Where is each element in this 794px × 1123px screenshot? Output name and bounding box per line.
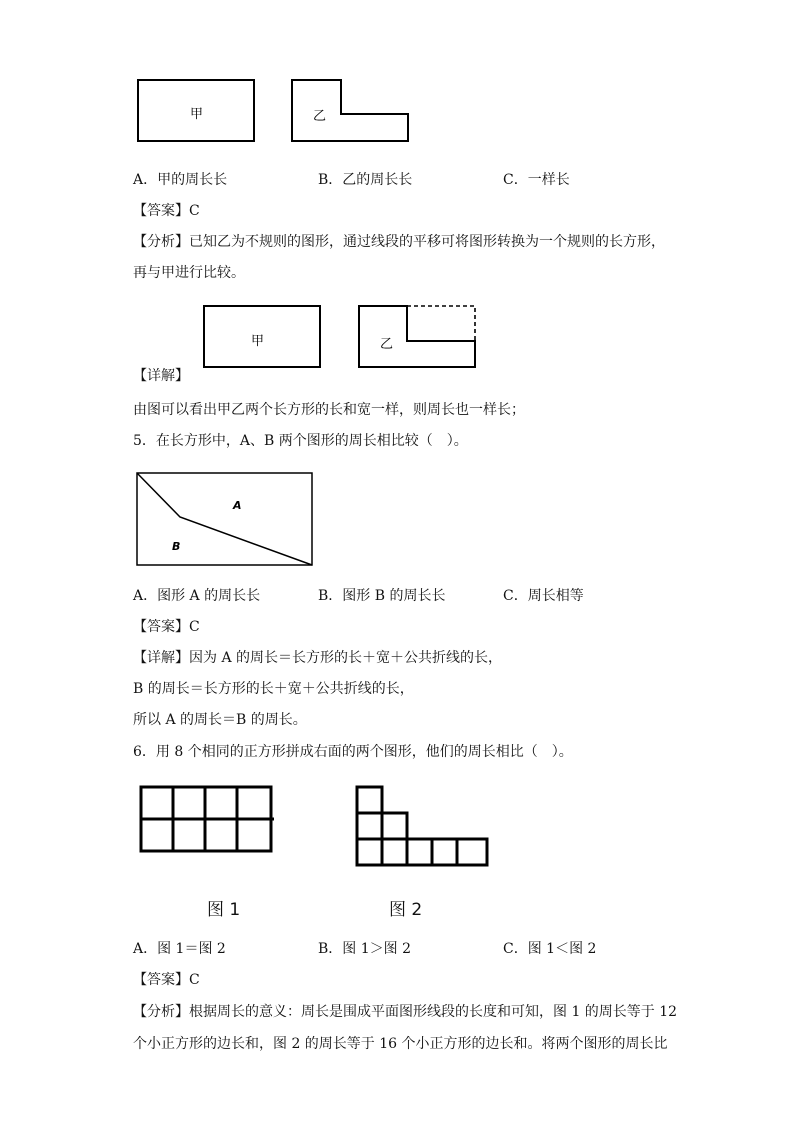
analysis-text: 已知乙为不规则的图形，通过线段的平移可将图形转换为一个规则的长方形， xyxy=(189,234,665,250)
q6-fig1-caption: 图 1 xyxy=(207,900,241,920)
q4-figure-solution xyxy=(196,300,486,375)
q4-answer xyxy=(133,201,200,221)
label-yi-2: 乙 xyxy=(380,337,394,352)
q5-option-b[interactable]: B．图形 B 的周长长 xyxy=(318,588,446,604)
square xyxy=(382,839,407,865)
q5-answer xyxy=(133,617,200,637)
answer-value: C xyxy=(189,203,200,219)
q4-figure-top xyxy=(130,74,420,149)
q6-analysis-line2: 个小正方形的边长和，图 2 的周长等于 16 个小正方形的边长和。将两个图形的周长比 xyxy=(133,1036,668,1052)
square xyxy=(457,839,487,865)
q4-analysis-line1 xyxy=(133,232,665,252)
q5-rectangle xyxy=(137,473,312,565)
answer-value: C xyxy=(189,972,200,988)
q5-option-c[interactable]: C．周长相等 xyxy=(503,588,584,604)
label-jia-2: 甲 xyxy=(251,334,265,349)
q6-option-c[interactable]: C．图 1＜图 2 xyxy=(503,941,597,957)
q4-detail-tag: 【详解】 xyxy=(133,368,189,384)
q4-detail-line1: 由图可以看出甲乙两个长方形的长和宽一样，则周长也一样长； xyxy=(133,402,525,418)
label-a: A xyxy=(233,499,242,512)
analysis-tag: 【分析】 xyxy=(133,1004,189,1020)
q4-option-b[interactable]: B．乙的周长长 xyxy=(318,172,413,188)
label-yi: 乙 xyxy=(313,109,327,124)
answer-value: C xyxy=(189,619,200,635)
q5-detail-line2: B 的周长＝长方形的长＋宽＋公共折线的长， xyxy=(133,681,414,697)
q5-figure xyxy=(132,468,318,570)
answer-tag: 【答案】 xyxy=(133,619,189,635)
q4-option-a[interactable]: A．甲的周长长 xyxy=(133,172,228,188)
q6-figure-2 xyxy=(354,784,494,870)
label-b: B xyxy=(172,540,181,553)
answer-tag: 【答案】 xyxy=(133,203,189,219)
square xyxy=(357,813,382,839)
square xyxy=(432,839,457,865)
q5-detail-line3: 所以 A 的周长＝B 的周长。 xyxy=(133,712,307,728)
analysis-tag: 【分析】 xyxy=(133,234,189,250)
square xyxy=(407,839,432,865)
q6-figure-1 xyxy=(138,784,278,856)
square xyxy=(357,787,382,813)
q4-analysis-line2: 再与甲进行比较。 xyxy=(133,265,245,281)
shape-yi xyxy=(292,80,408,141)
q6-option-a[interactable]: A．图 1＝图 2 xyxy=(133,941,226,957)
q4-option-c[interactable]: C．一样长 xyxy=(503,172,570,188)
q5-broken-line xyxy=(137,473,312,565)
label-jia: 甲 xyxy=(190,107,204,122)
answer-tag: 【答案】 xyxy=(133,972,189,988)
q5-detail-line1 xyxy=(133,648,502,668)
analysis-text: 根据周长的意义：周长是围成平面图形线段的长度和可知，图 1 的周长等于 12 xyxy=(189,1004,678,1020)
detail-tag: 【详解】 xyxy=(133,650,189,666)
q5-option-a[interactable]: A．图形 A 的周长长 xyxy=(133,588,261,604)
q6-option-b[interactable]: B．图 1＞图 2 xyxy=(318,941,412,957)
square xyxy=(382,813,407,839)
detail-text: 因为 A 的周长＝长方形的长＋宽＋公共折线的长， xyxy=(189,650,503,666)
dashed-translation xyxy=(407,306,475,341)
square xyxy=(357,839,382,865)
q6-answer xyxy=(133,970,200,990)
q6-question: 6．用 8 个相同的正方形拼成右面的两个图形，他们的周长相比（ ）。 xyxy=(133,744,573,760)
q6-fig2-caption: 图 2 xyxy=(389,900,423,920)
q6-analysis-line1 xyxy=(133,1002,677,1022)
q5-question: 5．在长方形中，A、B 两个图形的周长相比较（ ）。 xyxy=(133,433,468,449)
shape-yi-2 xyxy=(359,306,475,367)
